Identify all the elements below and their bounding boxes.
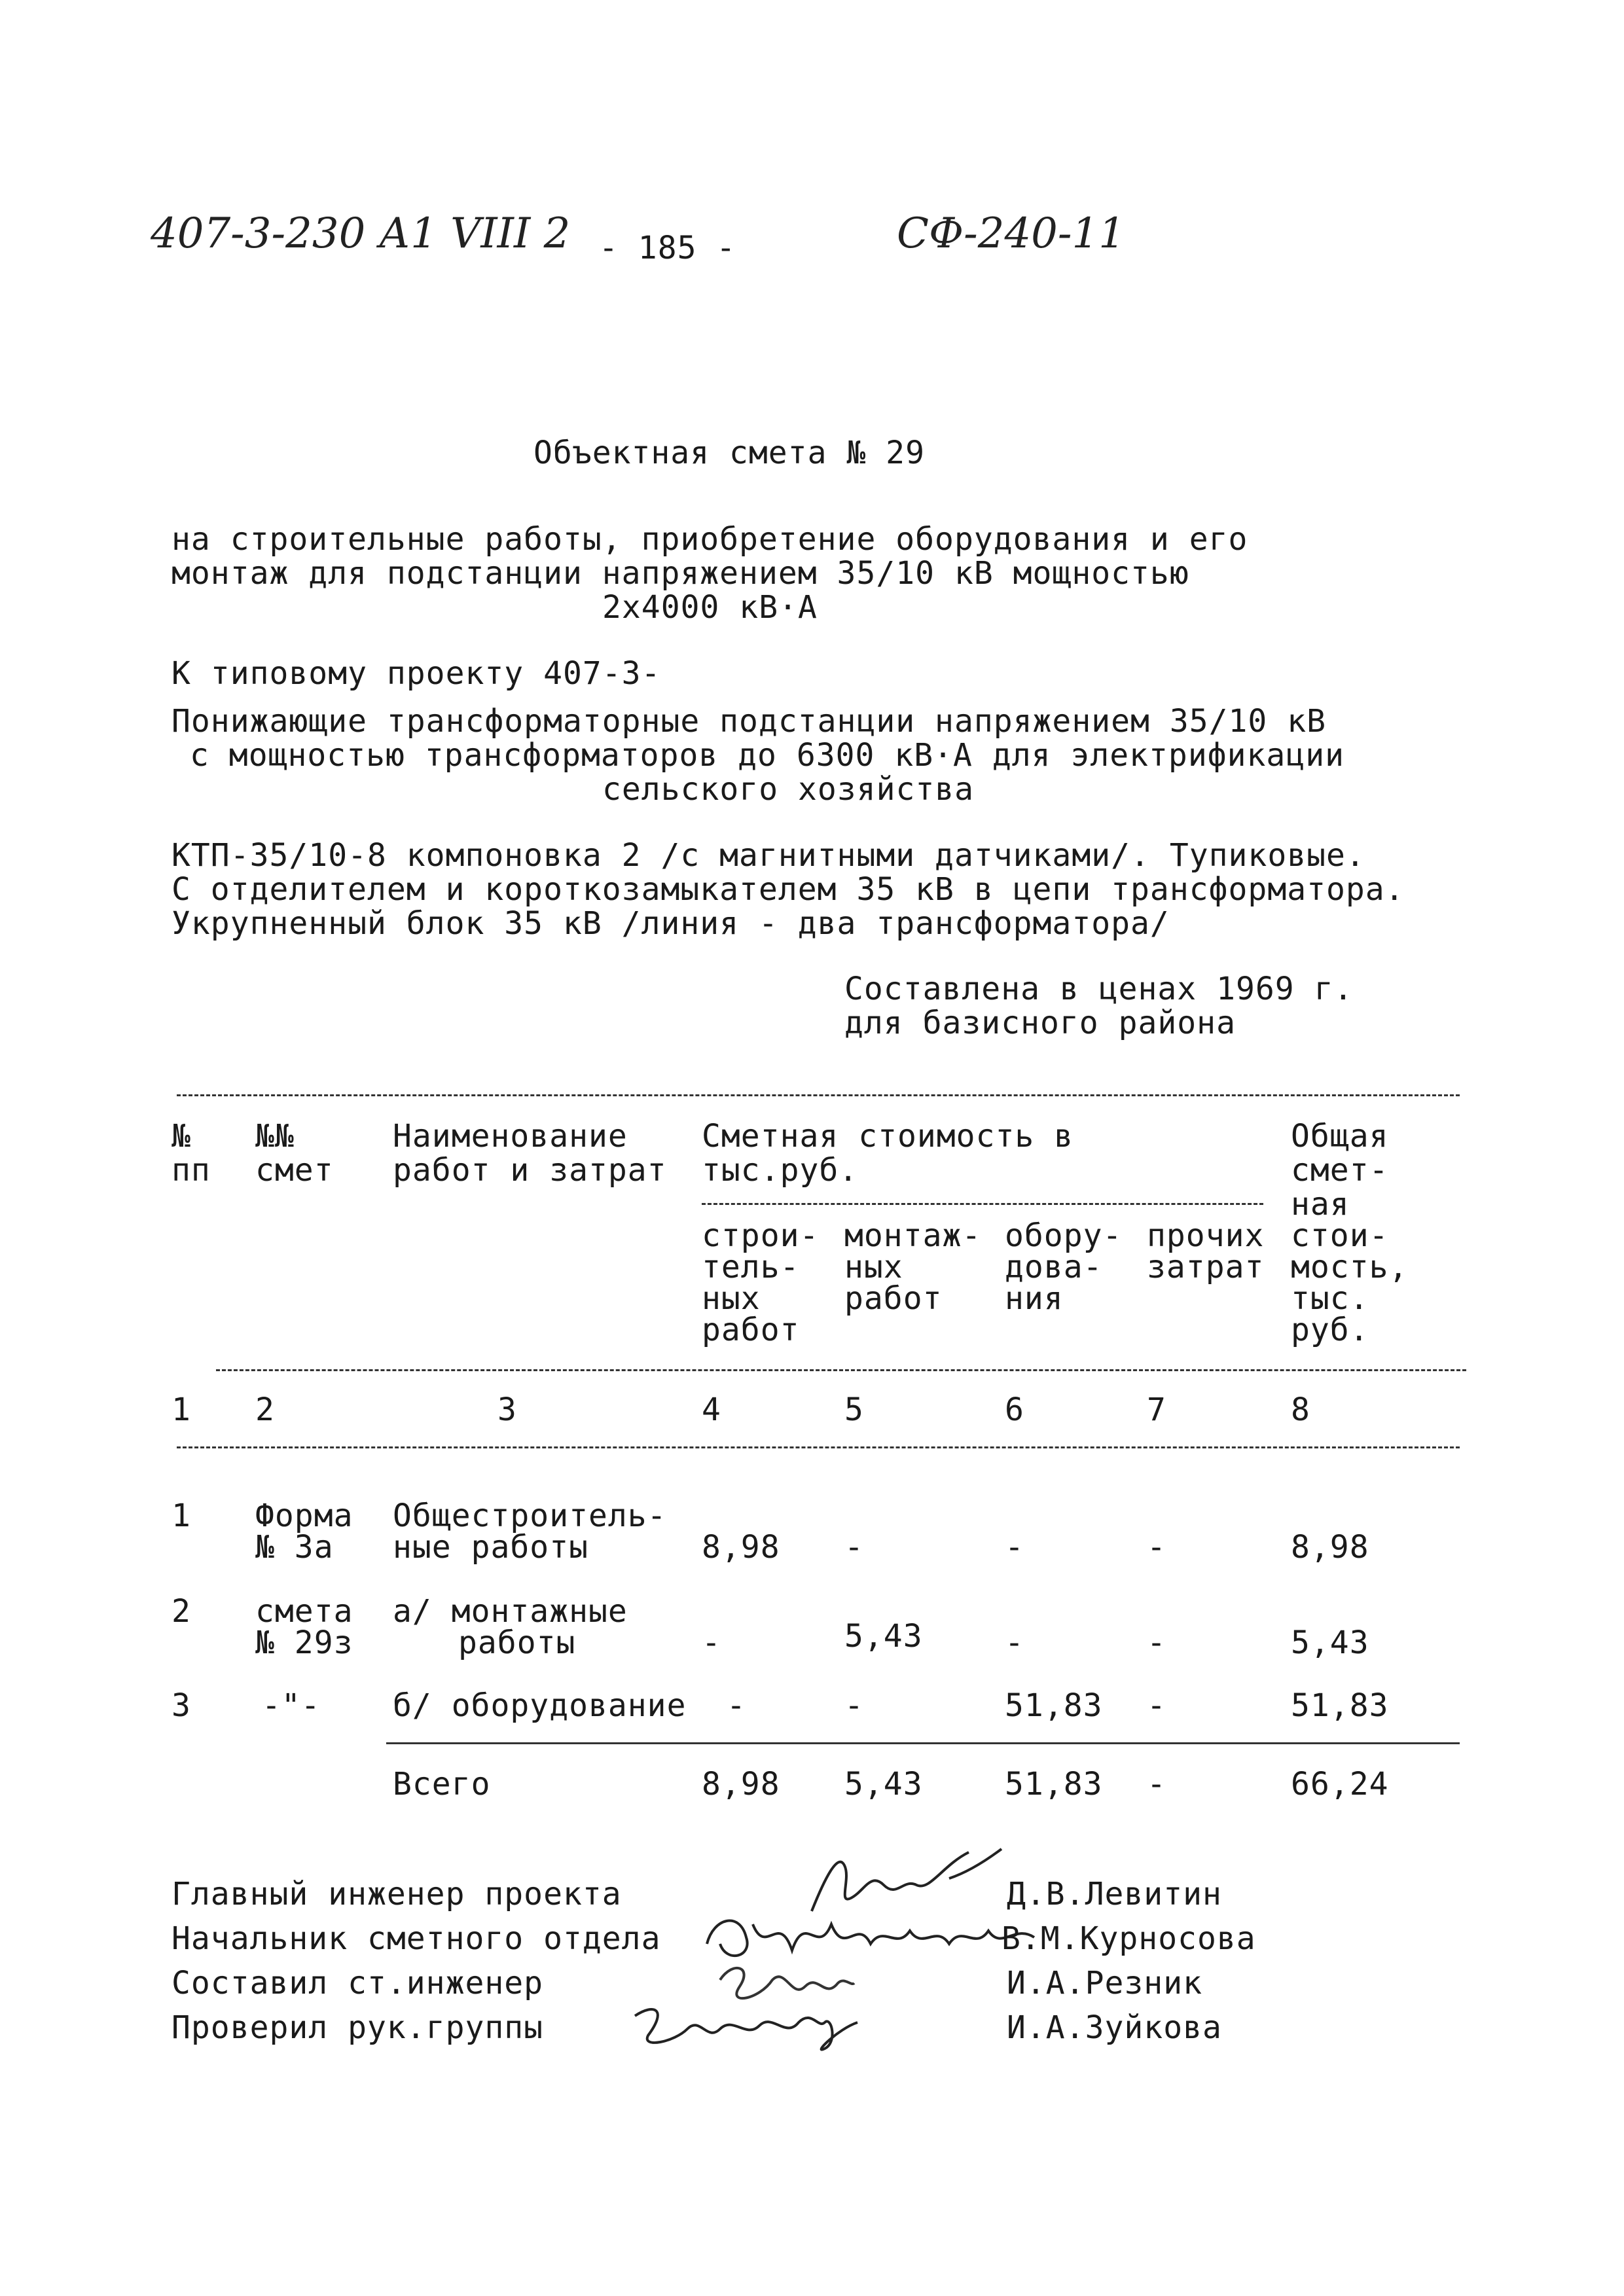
subtitle-line-3: 2х4000 кВ·А [602, 589, 818, 626]
header-group-line-1: Сметная стоимость в [702, 1118, 1074, 1155]
total-equipment: 51,83 [1005, 1766, 1103, 1803]
header-col4-line-3: ных [702, 1280, 761, 1317]
header-col7-line-1: прочих [1147, 1217, 1265, 1254]
prices-note-line-2: для базисного района [844, 1005, 1236, 1041]
column-number: 7 [1147, 1391, 1166, 1428]
signatory-name: И.А.Резник [1007, 1965, 1202, 2001]
header-col6-line-3: ния [1005, 1280, 1064, 1317]
project-name-line-2: с мощностью трансформаторов до 6300 кВ·А для электрификации [190, 737, 1345, 774]
header-col2-line-2: смет [255, 1152, 334, 1189]
signature-role: Составил ст.инженер [171, 1965, 544, 2001]
header-col8-line-4: стои- [1291, 1217, 1389, 1254]
header-col8-line-2: смет- [1291, 1152, 1389, 1189]
header-col2-line-1: №№ [255, 1118, 295, 1155]
row2-total: 5,43 [1291, 1624, 1369, 1661]
header-group-line-2: тыс.руб. [702, 1152, 859, 1189]
header-col3-line-2: работ и затрат [393, 1152, 667, 1189]
column-number: 4 [702, 1391, 721, 1428]
row3-total: 51,83 [1291, 1687, 1389, 1724]
column-number: 8 [1291, 1391, 1310, 1428]
row2-name-line-1: а/ монтажные [393, 1593, 628, 1630]
variant-line-2: С отделителем и короткозамыкателем 35 кВ в цепи трансформатора. [171, 871, 1405, 908]
row1-installation: - [844, 1529, 864, 1566]
header-col1-line-2: пп [171, 1152, 211, 1189]
total-installation: 5,43 [844, 1766, 923, 1803]
signatory-name: И.А.Зуйкова [1007, 2009, 1222, 2046]
signature-role: Главный инженер проекта [171, 1876, 622, 1912]
total-rule [386, 1742, 1460, 1744]
header-col4-line-2: тель- [702, 1249, 800, 1285]
prices-note-line-1: Составлена в ценах 1969 г. [844, 971, 1354, 1007]
total-label: Всего [393, 1766, 491, 1803]
row2-equipment: - [1005, 1624, 1024, 1661]
header-col5-line-3: работ [844, 1280, 943, 1317]
table-top-rule [177, 1094, 1460, 1096]
column-numbers-rule [177, 1446, 1460, 1448]
total-other: - [1147, 1766, 1166, 1803]
row1-equipment: - [1005, 1529, 1024, 1566]
row3-construction: - [727, 1687, 746, 1724]
row2-num: 2 [171, 1593, 191, 1630]
row3-name: б/ оборудование [393, 1687, 687, 1724]
column-number: 3 [497, 1391, 517, 1428]
row2-installation: 5,43 [844, 1618, 923, 1655]
signature-role: Проверил рук.группы [171, 2009, 544, 2046]
header-col7-line-2: затрат [1147, 1249, 1265, 1285]
row2-construction: - [702, 1624, 721, 1661]
subtitle-line-2: монтаж для подстанции напряжением 35/10 кВ мощностью [171, 555, 1189, 592]
project-name-line-1: Понижающие трансформаторные подстанции напряжением 35/10 кВ [171, 703, 1327, 740]
row2-other: - [1147, 1624, 1166, 1661]
row1-estimate-line-2: № 3а [255, 1529, 334, 1566]
total-construction: 8,98 [702, 1766, 780, 1803]
header-col8-line-3: ная [1291, 1186, 1350, 1223]
signature-role: Начальник сметного отдела [171, 1920, 661, 1957]
row3-num: 3 [171, 1687, 191, 1724]
column-number: 1 [171, 1391, 191, 1428]
row1-num: 1 [171, 1498, 191, 1534]
signatory-name: Д.В.Левитин [1007, 1876, 1222, 1912]
row1-name-line-2: ные работы [393, 1529, 588, 1566]
column-number: 2 [255, 1391, 275, 1428]
row3-other: - [1147, 1687, 1166, 1724]
row1-other: - [1147, 1529, 1166, 1566]
project-name-line-3: сельского хозяйства [602, 771, 975, 808]
row1-construction: 8,98 [702, 1529, 780, 1566]
header-col4-line-1: строи- [702, 1217, 820, 1254]
handwritten-code-left: 407-3-230 А1 VIII 2 [151, 209, 571, 258]
column-number: 6 [1005, 1391, 1024, 1428]
header-col6-line-1: обору- [1005, 1217, 1123, 1254]
row2-name-line-2: работы [458, 1624, 576, 1661]
subtitle-line-1: на строительные работы, приобретение оборудования и его [171, 521, 1248, 558]
row1-estimate-line-1: Форма [255, 1498, 353, 1534]
header-col8-line-6: тыс. [1291, 1280, 1369, 1317]
header-col8-line-7: руб. [1291, 1312, 1369, 1348]
header-col6-line-2: дова- [1005, 1249, 1103, 1285]
header-col8-line-1: Общая [1291, 1118, 1389, 1155]
total-sum: 66,24 [1291, 1766, 1389, 1803]
signature-zuikova [628, 1990, 864, 2062]
page-title: Объектная смета № 29 [533, 435, 925, 471]
header-bottom-rule [216, 1369, 1466, 1371]
header-col4-line-4: работ [702, 1312, 800, 1348]
header-col5-line-1: монтаж- [844, 1217, 982, 1254]
header-col1-line-1: № [171, 1118, 191, 1155]
page-number: - 185 - [599, 230, 736, 266]
header-group-rule [702, 1203, 1263, 1205]
row3-installation: - [844, 1687, 864, 1724]
header-col8-line-5: мость, [1291, 1249, 1409, 1285]
row3-estimate: -"- [262, 1687, 321, 1724]
row3-equipment: 51,83 [1005, 1687, 1103, 1724]
variant-line-1: КТП-35/10-8 компоновка 2 /с магнитными датчиками/. Тупиковые. [171, 837, 1365, 874]
row2-estimate-line-1: смета [255, 1593, 353, 1630]
header-col5-line-2: ных [844, 1249, 903, 1285]
project-reference: К типовому проекту 407-3- [171, 655, 661, 692]
row1-name-line-1: Общестроитель- [393, 1498, 667, 1534]
column-number: 5 [844, 1391, 864, 1428]
signatory-name: В.М.Курносова [1001, 1920, 1256, 1957]
row1-total: 8,98 [1291, 1529, 1369, 1566]
header-col3-line-1: Наименование [393, 1118, 628, 1155]
handwritten-code-right: СФ-240-11 [897, 209, 1125, 258]
row2-estimate-line-2: № 29з [255, 1624, 353, 1661]
variant-line-3: Укрупненный блок 35 кВ /линия - два трансформатора/ [171, 905, 1170, 942]
